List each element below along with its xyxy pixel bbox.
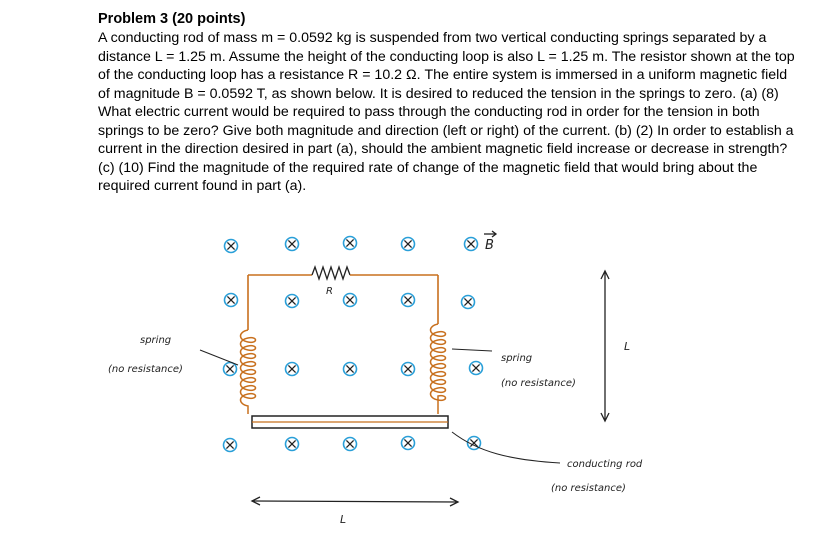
rod-label: conducting rod: [567, 459, 643, 470]
height-dimension-arrow: [601, 271, 609, 421]
left-spring-pointer: [200, 350, 238, 365]
svg-text:R: R: [326, 286, 333, 297]
field-label: [484, 231, 496, 253]
right-spring-pointer: [452, 349, 492, 351]
rod-pointer: [452, 432, 560, 463]
width-label: L: [340, 513, 347, 526]
left-spring: [241, 330, 256, 414]
right-spring-label: spring: [501, 353, 533, 364]
svg-text:B: B: [485, 238, 494, 253]
left-spring-note: (no resistance): [108, 364, 183, 375]
height-label: L: [624, 340, 631, 353]
problem-title: Problem 3 (20 points): [98, 11, 246, 27]
left-spring-label: spring: [140, 335, 172, 346]
right-spring: [431, 324, 446, 414]
conducting-rod: [252, 416, 448, 428]
problem-text: A conducting rod of mass m = 0.0592 kg is suspended from two vertical conducting springs separated by a distance L = 1.25 m. Assume the height of the conducting loop is also L = 1.25 m. The resistor shown at the top of the conducting loop has a resistance R = 10.2 Ω. The entire system is immersed in a uniform magnetic field of magnitude B = 0.0592 T, as shown below. It is desired to reduced the tension in the springs to zero. (a) (8) What electric current would be required to pass through the conducting rod in order for the tension in both springs to be zero? Give both magnitude and direction (left or right) of the current. (b) (2) In order to establish a current in the direction desired in part (a), should the ambient magnetic field increase or decrease in strength? (c) (10) Find the magnitude of the required rate of change of the magnetic field that would bring about the required current found in part (a).: [98, 30, 795, 194]
width-dimension-arrow: [252, 497, 458, 506]
rod-note: (no resistance): [551, 483, 626, 494]
right-spring-note: (no resistance): [501, 378, 576, 389]
resistor-zigzag: [312, 267, 350, 279]
